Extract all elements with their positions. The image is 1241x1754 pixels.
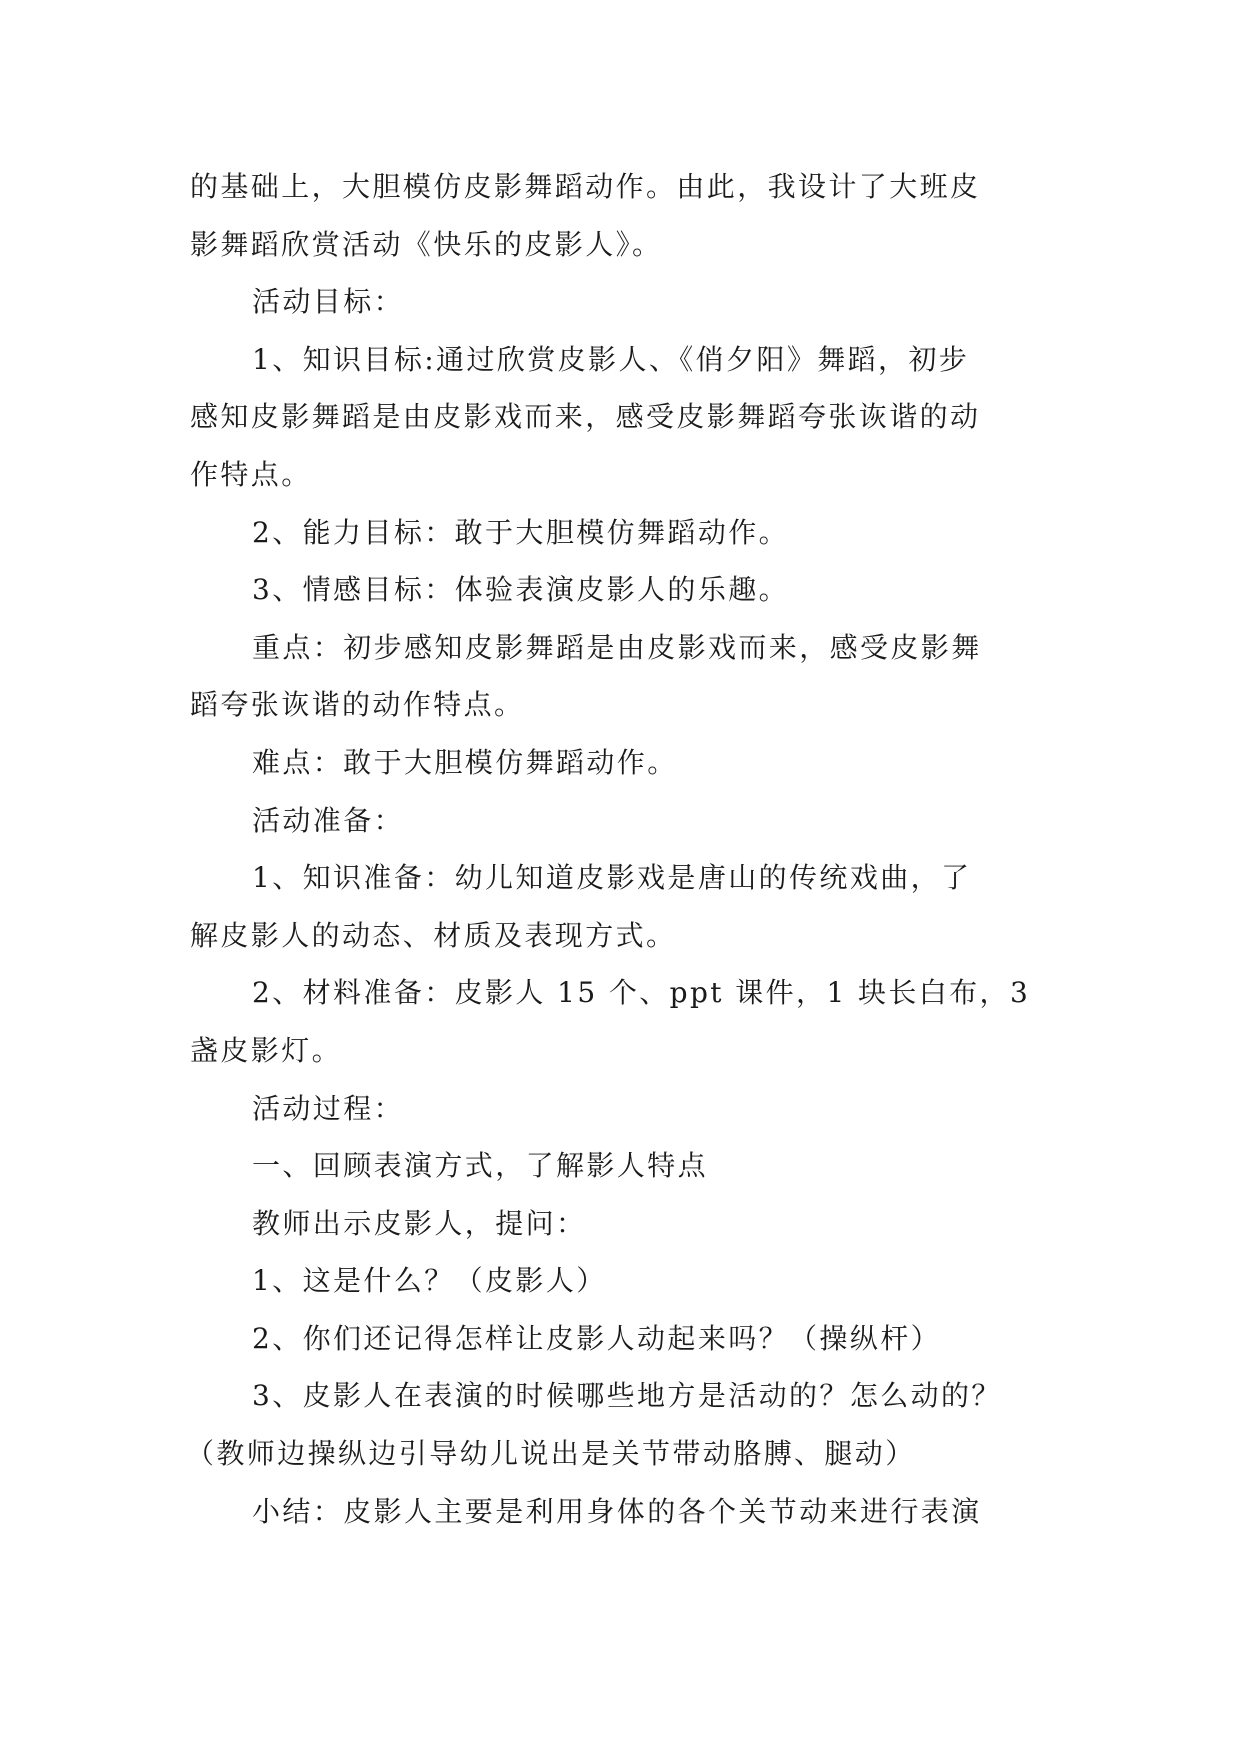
subsection-heading: 一、回顾表演方式，了解影人特点 — [252, 1149, 709, 1183]
text-line: 作特点。 — [190, 457, 312, 491]
text-line: 感知皮影舞蹈是由皮影戏而来，感受皮影舞蹈夸张诙谐的动 — [190, 400, 981, 434]
text-line: 1、知识目标:通过欣赏皮影人、《俏夕阳》舞蹈，初步 — [252, 342, 970, 376]
text-line: 1、这是什么？（皮影人） — [252, 1264, 607, 1298]
text-line: 蹈夸张诙谐的动作特点。 — [190, 688, 525, 722]
text-line: 难点：敢于大胆模仿舞蹈动作。 — [252, 745, 678, 779]
text-line: 小结：皮影人主要是利用身体的各个关节动来进行表演 — [252, 1494, 982, 1528]
text-line: 教师出示皮影人，提问： — [252, 1206, 587, 1240]
text-line: 2、你们还记得怎样让皮影人动起来吗？（操纵杆） — [252, 1321, 942, 1355]
section-heading: 活动目标： — [252, 285, 405, 319]
text-line: 影舞蹈欣赏活动《快乐的皮影人》。 — [190, 227, 663, 261]
text-line: 1、知识准备：幼儿知道皮影戏是唐山的传统戏曲，了 — [252, 861, 972, 895]
section-heading: 活动准备： — [252, 803, 405, 837]
text-line: 3、情感目标：体验表演皮影人的乐趣。 — [252, 573, 790, 607]
document-body — [186, 158, 1050, 1540]
text-line: 3、皮影人在表演的时候哪些地方是活动的？怎么动的？ — [252, 1379, 1002, 1413]
text-line: 2、能力目标：敢于大胆模仿舞蹈动作。 — [252, 515, 790, 549]
text-line: （教师边操纵边引导幼儿说出是关节带动胳膊、腿动） — [186, 1437, 916, 1471]
text-line: 2、材料准备：皮影人 15 个、ppt 课件，1 块长白布，3 — [252, 976, 1031, 1010]
text-line: 重点：初步感知皮影舞蹈是由皮影戏而来，感受皮影舞 — [252, 630, 982, 664]
text-line: 解皮影人的动态、材质及表现方式。 — [190, 918, 677, 952]
text-line: 盏皮影灯。 — [190, 1033, 343, 1067]
section-heading: 活动过程： — [252, 1091, 405, 1125]
text-line: 的基础上，大胆模仿皮影舞蹈动作。由此，我设计了大班皮 — [190, 170, 981, 203]
